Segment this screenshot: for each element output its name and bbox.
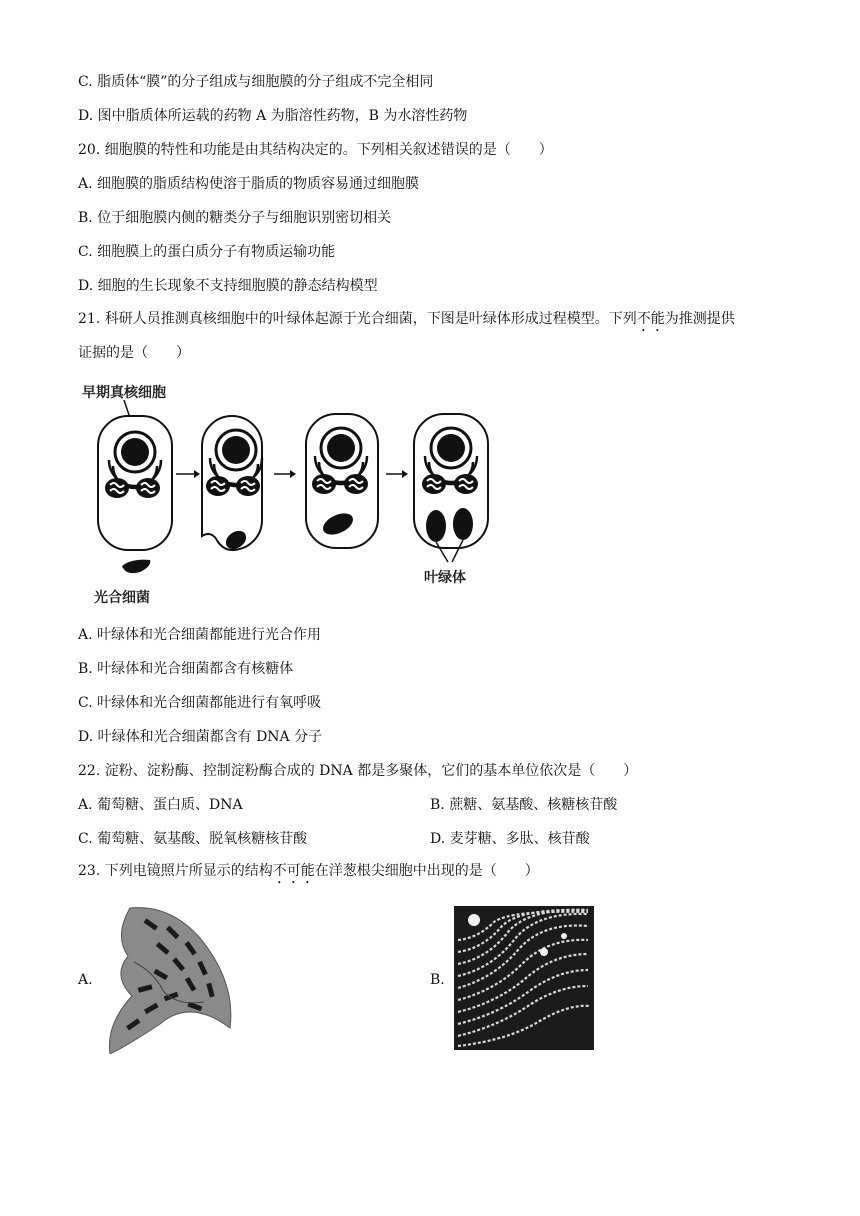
- em-photo-b: [454, 906, 594, 1050]
- figure-label-chloroplast: 叶绿体: [424, 570, 466, 586]
- chloroplast-left: [426, 510, 446, 542]
- q20-option-b: B. 位于细胞膜内侧的糖类分子与细胞识别密切相关: [78, 210, 392, 226]
- chloroplast-right: [453, 508, 473, 540]
- q22-option-b: B. 蔗糖、氨基酸、核糖核苷酸: [430, 797, 618, 813]
- chloroplast-origin-figure: [78, 378, 498, 608]
- figure-label-bacteria: 光合细菌: [94, 590, 150, 606]
- q21-stem-post: 为推测提供: [664, 311, 735, 327]
- q21-option-d: D. 叶绿体和光合细菌都含有 DNA 分子: [78, 729, 323, 745]
- q20-option-d: D. 细胞的生长现象不支持细胞膜的静态结构模型: [78, 278, 378, 294]
- em-photo-a-svg: [104, 902, 244, 1054]
- q22-stem: 22. 淀粉、淀粉酶、控制淀粉酶合成的 DNA 都是多聚体，它们的基本单位依次是（ ）: [78, 763, 638, 779]
- q21-option-b: B. 叶绿体和光合细菌都含有核糖体: [78, 661, 294, 677]
- q20-stem: 20. 细胞膜的特性和功能是由其结构决定的。下列相关叙述错误的是（ ）: [78, 142, 553, 158]
- q23-stem: [78, 861, 539, 887]
- q23-stem-emphasis: 不可能: [272, 863, 315, 879]
- q21-stem-pre: 21. 科研人员推测真核细胞中的叶绿体起源于光合细菌，下图是叶绿体形成过程模型。下列: [78, 311, 637, 327]
- q21-stem-line2: 证据的是（ ）: [78, 345, 190, 361]
- cell-diagram-svg: [78, 378, 498, 608]
- q23-option-b-label: B.: [430, 972, 445, 988]
- q19-option-c: C. 脂质体“膜”的分子组成与细胞膜的分子组成不完全相同: [78, 74, 434, 90]
- em-photo-a: [104, 902, 244, 1054]
- q21-stem-emphasis: 不能: [636, 311, 665, 327]
- q22-option-c: C. 葡萄糖、氨基酸、脱氧核糖核苷酸: [78, 831, 308, 847]
- q21-option-a: A. 叶绿体和光合细菌都能进行光合作用: [78, 627, 322, 643]
- figure-label-early-cell: 早期真核细胞: [82, 385, 166, 401]
- q19-option-d: D. 图中脂质体所运载的药物 A 为脂溶性药物，B 为水溶性药物: [78, 108, 468, 124]
- q20-option-c: C. 细胞膜上的蛋白质分子有物质运输功能: [78, 244, 336, 260]
- q23-stem-post: 在洋葱根尖细胞中出现的是（ ）: [314, 863, 539, 879]
- q21-option-c: C. 叶绿体和光合细菌都能进行有氧呼吸: [78, 695, 322, 711]
- photosynthetic-bacterium: [122, 560, 150, 574]
- q21-stem: [78, 309, 735, 335]
- q22-option-a: A. 葡萄糖、蛋白质、DNA: [78, 797, 243, 813]
- q23-stem-pre: 23. 下列电镜照片所显示的结构: [78, 863, 273, 879]
- q23-option-a-label: A.: [78, 972, 93, 988]
- q20-option-a: A. 细胞膜的脂质结构使溶于脂质的物质容易通过细胞膜: [78, 176, 420, 192]
- q22-option-d: D. 麦芽糖、多肽、核苷酸: [430, 831, 590, 847]
- em-photo-b-svg: [454, 906, 594, 1050]
